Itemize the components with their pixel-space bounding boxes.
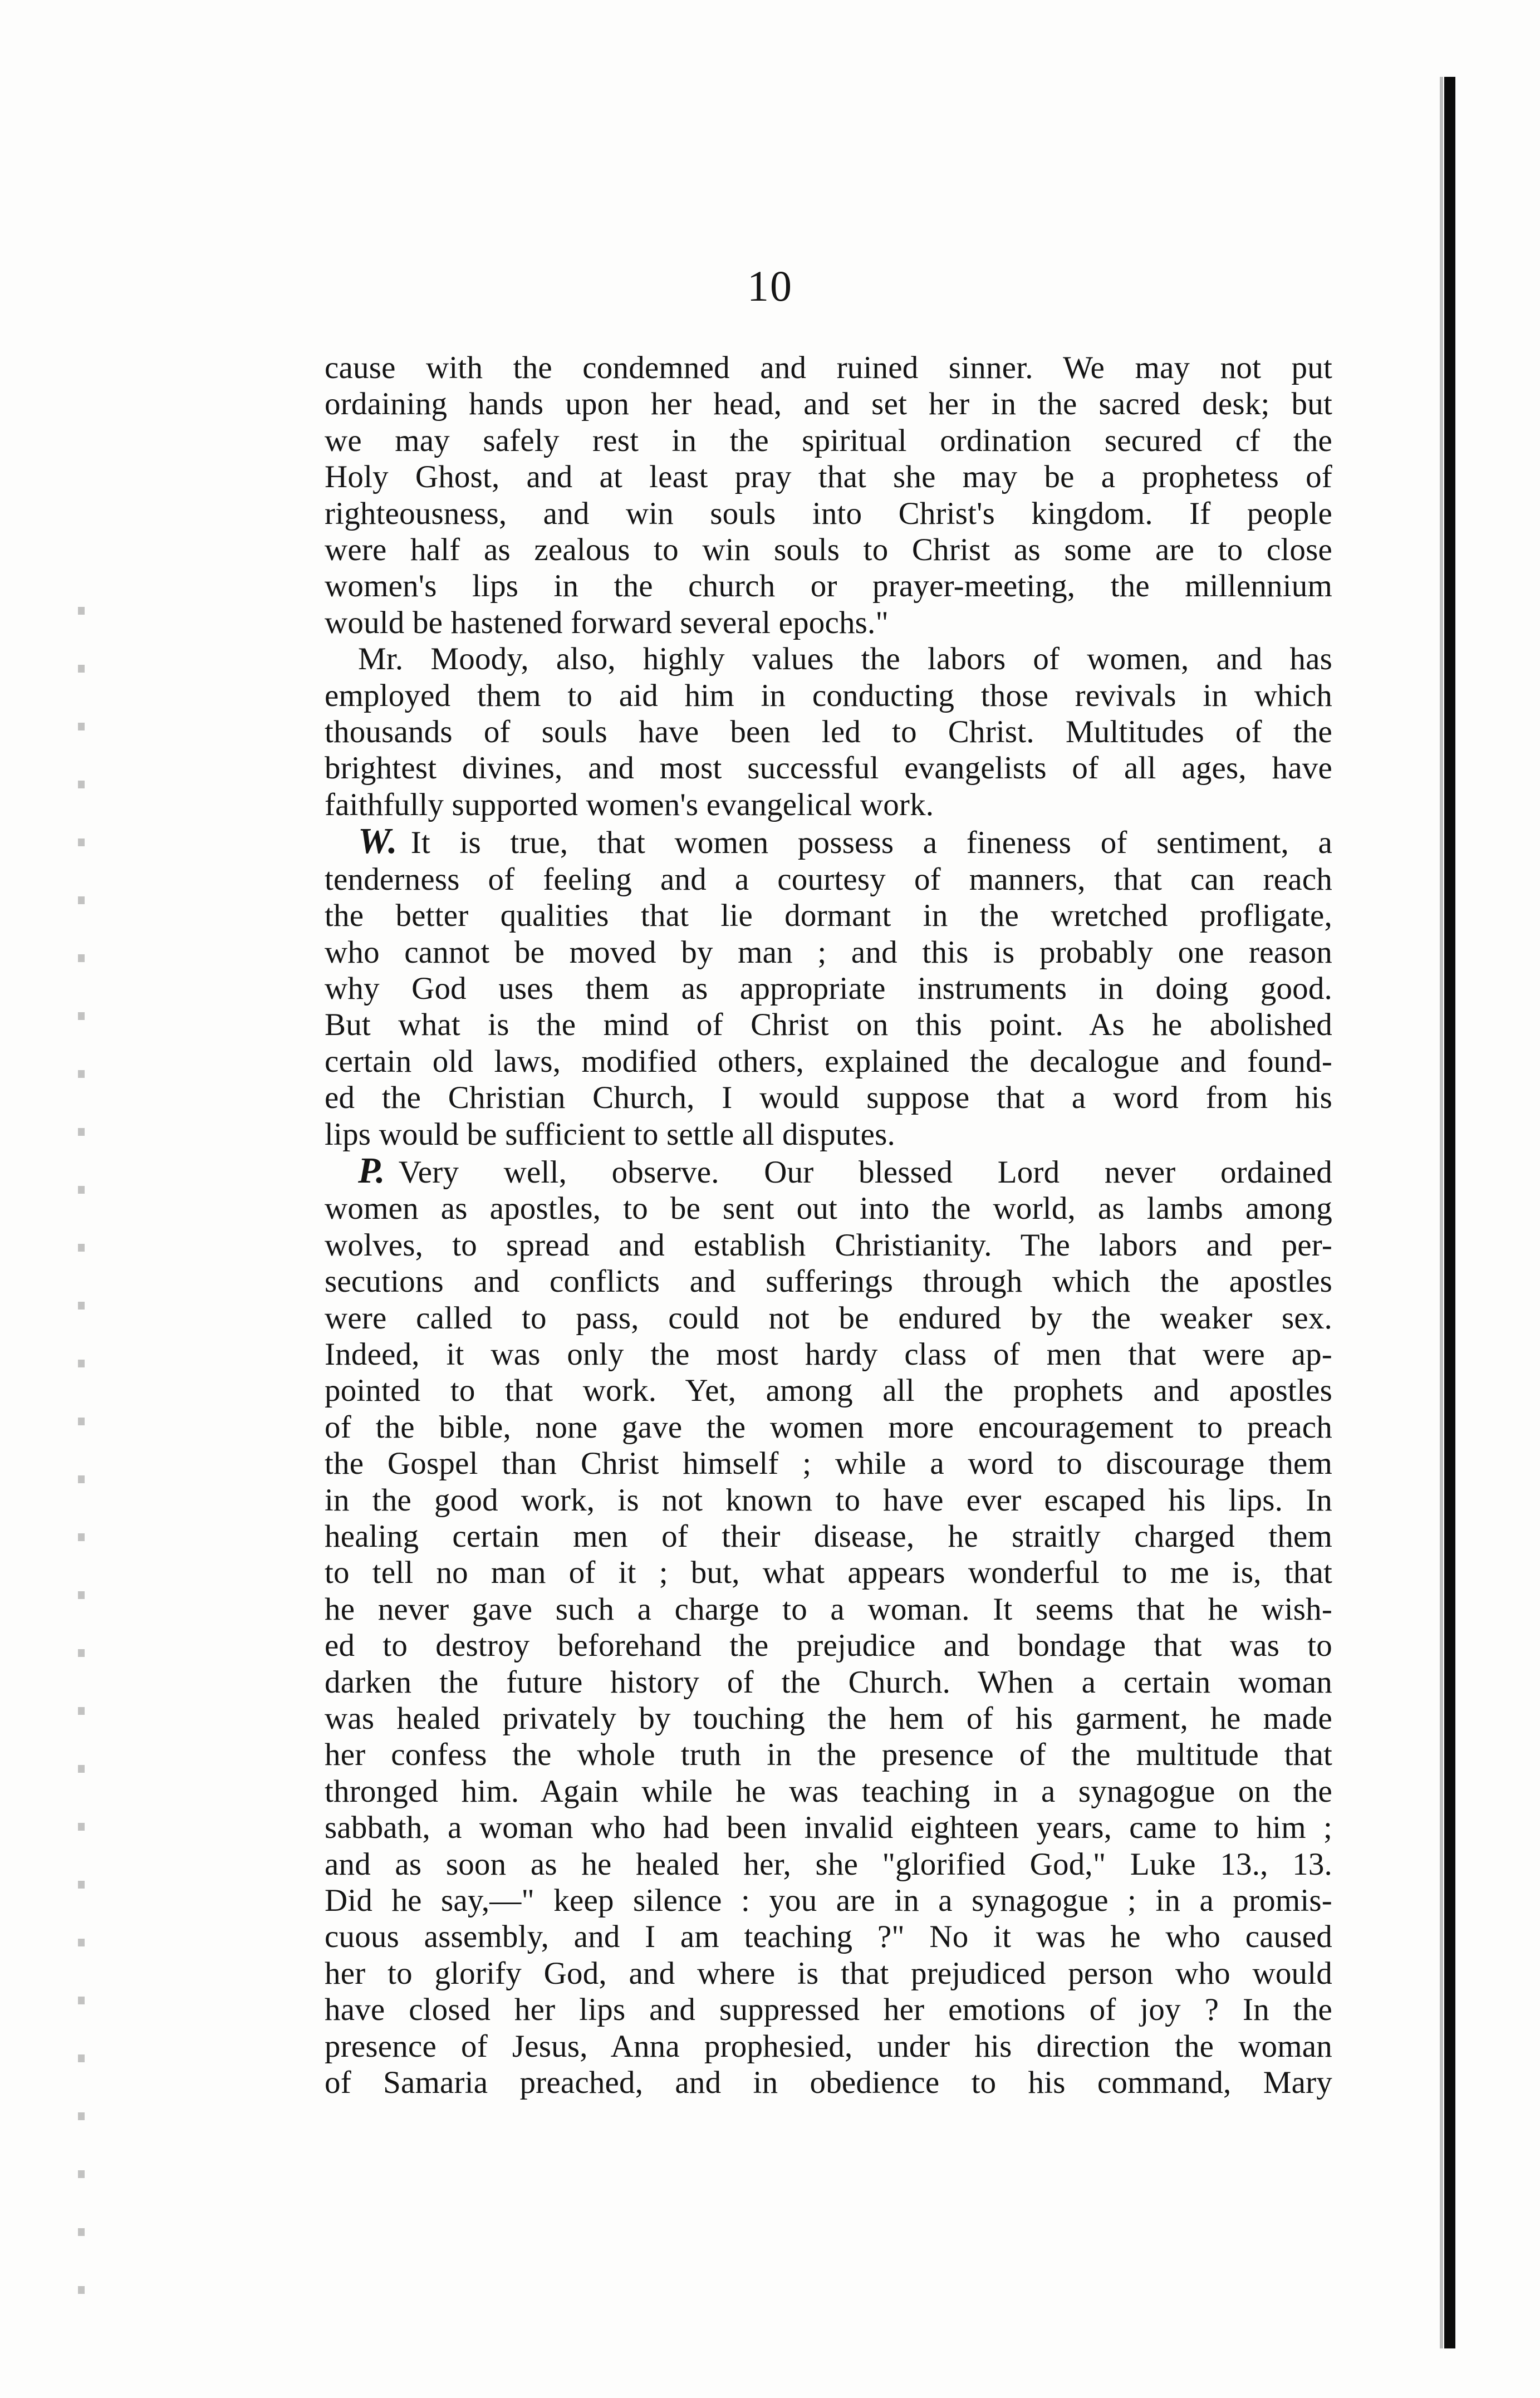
page-number: 10 — [747, 262, 793, 310]
text-line: were called to pass, could not be endured by the weaker sex. — [325, 1300, 1332, 1336]
text-line: her to glorify God, and where is that prejudiced person who would — [325, 1955, 1332, 1991]
text-line: women as apostles, to be sent out into the world, as lambs among — [325, 1191, 1332, 1227]
paragraph-speaker-p — [325, 1150, 1332, 2101]
text-line: Mr. Moody, also, highly values the labors of women, and has — [358, 641, 1332, 677]
text-line: and as soon as he healed her, she "glorified God," Luke 13., 13. — [325, 1846, 1332, 1882]
text-line: But what is the mind of Christ on this point. As he abolished — [325, 1007, 1332, 1043]
speaker-label: W. — [358, 821, 398, 862]
text-line: pointed to that work. Yet, among all the prophets and apostles — [325, 1373, 1332, 1409]
text-line: ed the Christian Church, I would suppose that a word from his — [325, 1080, 1332, 1116]
text-line: lips would be sufficient to settle all disputes. — [325, 1116, 895, 1152]
text-line: Indeed, it was only the most hardy class of men that were ap- — [325, 1336, 1332, 1372]
text-line: who cannot be moved by man ; and this is probably one reason — [325, 934, 1332, 970]
text-line: was healed privately by touching the hem of his garment, he made — [325, 1701, 1332, 1737]
text-line: cause with the condemned and ruined sinner. We may not put — [325, 350, 1332, 385]
text-line: presence of Jesus, Anna prophesied, under his direction the woman — [325, 2028, 1332, 2064]
text-line: healing certain men of their disease, he straitly charged them — [325, 1519, 1332, 1554]
body-text — [325, 350, 1332, 2101]
left-margin-specks — [78, 557, 85, 2338]
text-line: have closed her lips and suppressed her emotions of joy ? In the — [325, 1992, 1332, 2028]
speaker-label: P. — [358, 1150, 385, 1191]
text-line: would be hastened forward several epochs." — [325, 605, 889, 640]
text-line: he never gave such a charge to a woman. It seems that he wish- — [325, 1591, 1332, 1627]
text-line: brightest divines, and most successful evangelists of all ages, have — [325, 751, 1332, 786]
text-line: we may safely rest in the spiritual ordination secured cf the — [325, 423, 1332, 458]
text-line: women's lips in the church or prayer-meeting, the millennium — [325, 568, 1332, 604]
text-line: in the good work, is not known to have ever escaped his lips. In — [325, 1482, 1332, 1518]
text-line: were half as zealous to win souls to Christ as some are to close — [325, 532, 1332, 568]
text-line: to tell no man of it ; but, what appears wonderful to me is, that — [325, 1555, 1332, 1591]
text-line: of the bible, none gave the women more encouragement to preach — [325, 1409, 1332, 1445]
text-line-content: Very well, observe. Our blessed Lord never ordained — [398, 1154, 1332, 1190]
text-line: thousands of souls have been led to Christ. Multitudes of the — [325, 714, 1332, 750]
text-line: the Gospel than Christ himself ; while a word to discourage them — [325, 1446, 1332, 1482]
paragraph-speaker-w — [325, 823, 1332, 1153]
text-line: sabbath, a woman who had been invalid eighteen years, came to him ; — [325, 1810, 1332, 1846]
text-line-content: It is true, that women possess a fineness of sentiment, a — [410, 825, 1332, 861]
text-line: faithfully supported women's evangelical work. — [325, 787, 934, 822]
text-line: thronged him. Again while he was teaching in a synagogue on the — [325, 1773, 1332, 1809]
text-line: certain old laws, modified others, explained the decalogue and found- — [325, 1043, 1332, 1079]
text-line: wolves, to spread and establish Christianity. The labors and per- — [325, 1227, 1332, 1263]
text-line: Did he say,—" keep silence : you are in a synagogue ; in a promis- — [325, 1883, 1332, 1919]
text-line: secutions and conflicts and sufferings through which the apostles — [325, 1264, 1332, 1299]
text-line: employed them to aid him in conducting those revivals in which — [325, 678, 1332, 713]
text-line: cuous assembly, and I am teaching ?" No it was he who caused — [325, 1919, 1332, 1955]
text-line: the better qualities that lie dormant in the wretched profligate, — [325, 898, 1332, 934]
text-line: why God uses them as appropriate instruments in doing good. — [325, 970, 1332, 1006]
paragraph-moody — [325, 641, 1332, 823]
text-line: her confess the whole truth in the presence of the multitude that — [325, 1737, 1332, 1773]
text-line: righteousness, and win souls into Christ's kingdom. If people — [325, 496, 1332, 531]
text-line: ed to destroy beforehand the prejudice and bondage that was to — [325, 1628, 1332, 1664]
paragraph-continuation — [325, 350, 1332, 641]
text-line: tenderness of feeling and a courtesy of manners, that can reach — [325, 861, 1332, 897]
text-line: of Samaria preached, and in obedience to his command, Mary — [325, 2065, 1332, 2101]
text-line: Holy Ghost, and at least pray that she may be a prophetess of — [325, 459, 1332, 495]
text-line: darken the future history of the Church. When a certain woman — [325, 1664, 1332, 1700]
text-line: ordaining hands upon her head, and set her in the sacred desk; but — [325, 386, 1332, 422]
text-line — [325, 823, 1332, 861]
text-line — [325, 1150, 1332, 1191]
binding-edge-line — [1444, 77, 1455, 2348]
